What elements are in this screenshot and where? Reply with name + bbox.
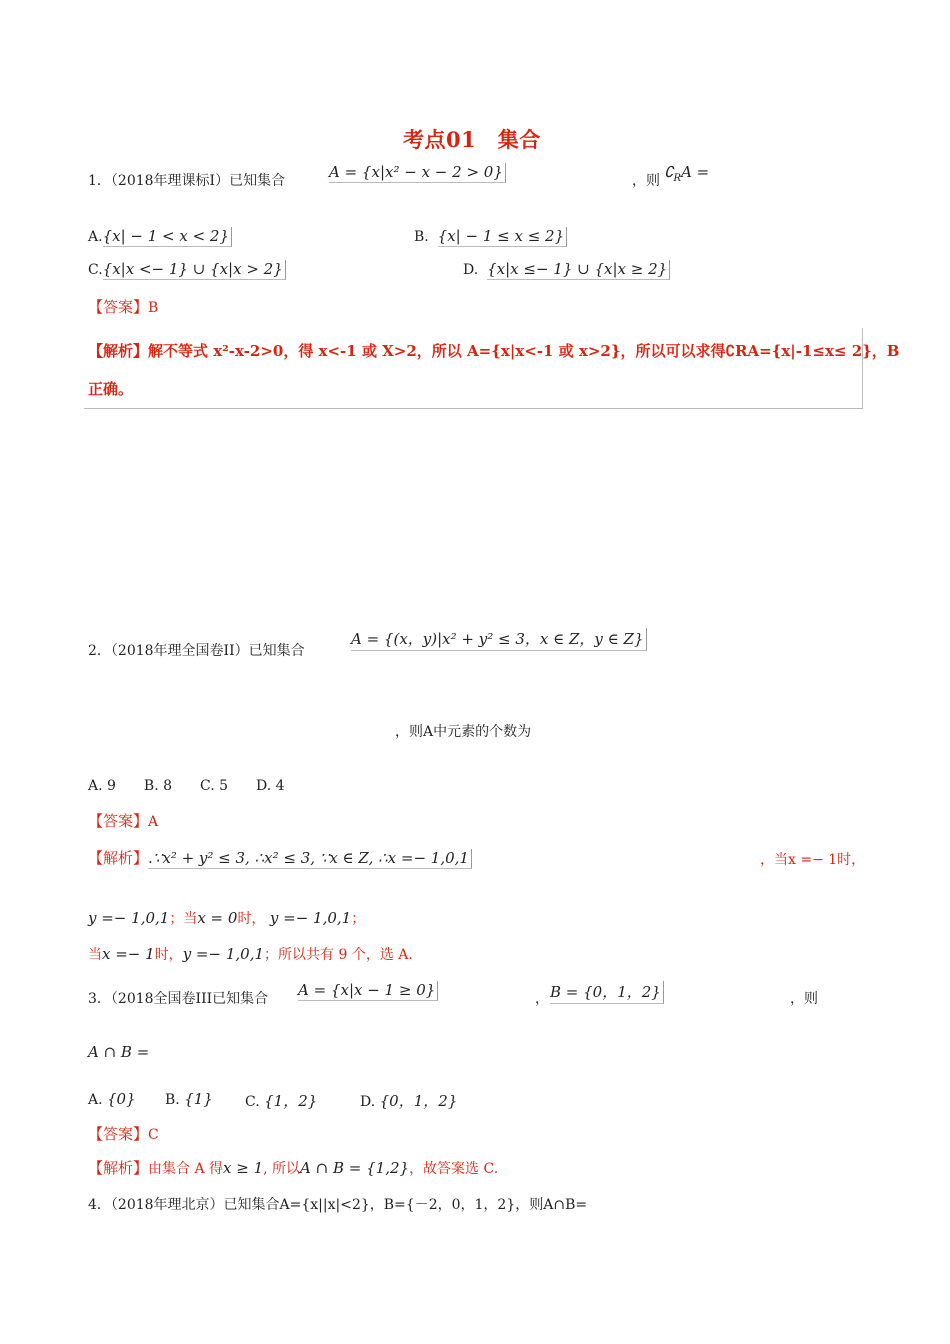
q2-analysis-tail: ，当x =− 1时， <box>760 852 866 868</box>
math-expr: A ∩ B = {1,2} <box>300 1159 410 1177</box>
q3-answer <box>88 1123 159 1144</box>
analysis-text: 解不等式 x²-x-2>0，得 x<-1 或 X>2，所以 A={x|x<-1 或 x>2}，所以可以求得∁RA={x|-1≤x≤ 2}，B <box>148 342 900 360</box>
option-expr: {x| − 1 < x < 2} <box>103 227 232 247</box>
option-expr: {x|x <− 1} ∪ {x|x > 2} <box>103 260 286 280</box>
option-expr: {x| − 1 ≤ x ≤ 2} <box>438 227 567 247</box>
answer-label: 【答案】 <box>88 298 149 316</box>
math-expr: y =− 1,0,1 <box>182 945 265 963</box>
option-label: B. <box>165 1092 180 1108</box>
q1-analysis-line1 <box>88 340 899 361</box>
complement-sub: R <box>673 173 682 184</box>
q3-option-d <box>360 1090 457 1111</box>
analysis-label: 【解析】 <box>88 342 149 360</box>
q1-option-b <box>414 227 567 245</box>
q2-analysis-line1 <box>88 847 472 868</box>
math-expr: x = 0 <box>197 909 238 927</box>
q3-option-b <box>165 1090 213 1108</box>
q2-analysis-line3 <box>88 944 413 964</box>
option-expr: {1，2} <box>264 1092 318 1110</box>
text: ； <box>351 911 366 927</box>
q1-option-d <box>463 260 670 278</box>
option-label: D. <box>463 262 479 278</box>
option-label: A. <box>88 1092 103 1108</box>
q3-option-a <box>88 1090 136 1108</box>
q3-expr-line: A ∩ B = <box>88 1043 150 1061</box>
q3-option-c <box>245 1090 317 1111</box>
analysis-label: 【解析】 <box>88 849 149 867</box>
text: 由集合 A 得 <box>148 1161 224 1177</box>
text: 时， <box>154 947 183 963</box>
q2-answer <box>88 810 158 831</box>
analysis-label: 【解析】 <box>88 1159 149 1177</box>
q1-set-expr: A = {x|x² − x − 2 > 0} <box>329 163 506 183</box>
option-expr: {1} <box>184 1090 213 1108</box>
answer-value: B <box>148 300 159 316</box>
option-label: A. <box>88 229 103 245</box>
option-expr: {x|x ≤− 1} ∪ {x|x ≥ 2} <box>487 260 670 280</box>
option-expr: {0，1，2} <box>379 1092 458 1110</box>
q2-analysis-line2 <box>88 908 365 928</box>
q2-set-expr: A = {(x，y)|x² + y² ≤ 3，x ∈ Z，y ∈ Z} <box>351 628 647 651</box>
answer-label: 【答案】 <box>88 1125 149 1143</box>
q1-stem: 1．（2018年理课标Ⅰ）已知集合 <box>88 173 286 189</box>
q1-complement <box>664 163 709 184</box>
math-expr: x =− 1 <box>102 945 155 963</box>
option-expr: {0} <box>107 1090 136 1108</box>
option-label: B. <box>414 229 429 245</box>
answer-value: C <box>148 1127 159 1143</box>
text: ，故答案选 C. <box>409 1161 499 1177</box>
q3-comma: ， <box>535 991 549 1007</box>
answer-label: 【答案】 <box>88 812 149 830</box>
text: 时， <box>237 911 266 927</box>
text: ；所以共有 9 个，选 A. <box>264 947 413 963</box>
q3-stem: 3．（2018全国卷III已知集合 <box>88 991 269 1007</box>
q3-set-a: A = {x|x − 1 ≥ 0} <box>298 981 438 1001</box>
q1-answer <box>88 296 158 317</box>
q2-then-line: ，则A中元素的个数为 <box>395 724 532 740</box>
q4-stem: 4．（2018年理北京）已知集合A={x||x|<2}，B={－2，0，1，2}，则A∩B= <box>88 1197 588 1213</box>
answer-value: A <box>148 814 159 830</box>
q3-analysis <box>88 1157 498 1178</box>
analysis-expr: .∵x² + y² ≤ 3, ∴x² ≤ 3, ∵x ∈ Z, ∴x =− 1,0,1 <box>148 849 472 869</box>
text: , 所以 <box>263 1161 301 1177</box>
q3-set-b: B = {0，1，2} <box>550 981 664 1004</box>
text: 当 <box>88 947 102 963</box>
q2-stem: 2．（2018年理全国卷II）已知集合 <box>88 643 305 659</box>
math-expr: x ≥ 1 <box>223 1159 264 1177</box>
option-label: C. <box>245 1094 260 1110</box>
option-label: C. <box>88 262 103 278</box>
page-title: 考点01 集合 <box>403 127 541 152</box>
math-expr: y =− 1,0,1 <box>88 909 170 927</box>
q2-options: A. 9 B. 8 C. 5 D. 4 <box>88 778 285 794</box>
option-label: D. <box>360 1094 376 1110</box>
text: ；当 <box>169 911 198 927</box>
q1-option-c <box>88 260 286 278</box>
q3-then: ，则 <box>790 991 818 1007</box>
complement-tail: A = <box>681 163 710 181</box>
q1-analysis-line2: 正确。 <box>88 380 134 398</box>
q1-option-a <box>88 227 232 245</box>
q1-then: ，则 <box>632 173 660 189</box>
math-expr: y =− 1,0,1 <box>269 909 352 927</box>
complement-symbol: ∁ <box>664 163 674 181</box>
